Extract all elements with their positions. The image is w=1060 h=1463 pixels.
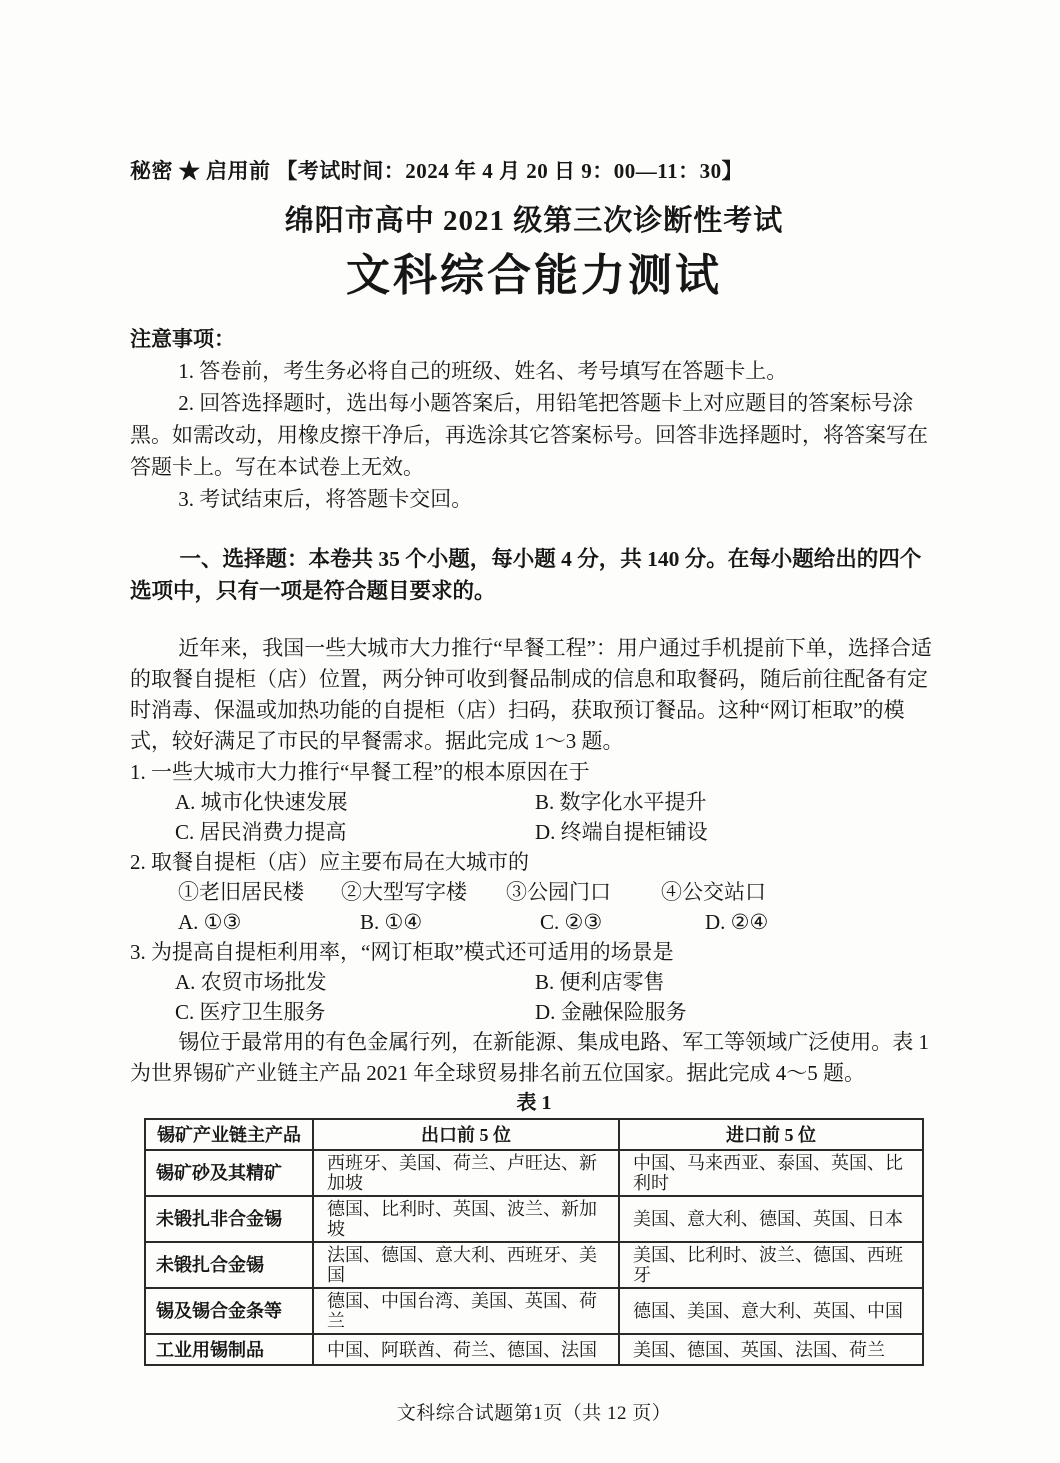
q3-option-c: C. 医疗卫生服务 [175, 1000, 326, 1024]
q2-sub-2: ②大型写字楼 [341, 880, 467, 904]
row-1-product: 锡矿砂及其精矿 [145, 1150, 313, 1196]
q3-option-d: D. 金融保险服务 [535, 1000, 687, 1024]
q1-option-b: B. 数字化水平提升 [535, 790, 707, 814]
q2-option-d: D. ②④ [705, 910, 769, 934]
q1-option-c: C. 居民消费力提高 [175, 820, 347, 844]
table-header-row [145, 1119, 923, 1150]
q2-option-c: C. ②③ [540, 910, 603, 934]
question-2-sub-options [130, 877, 938, 907]
question-1-stem: 1. 一些大城市大力推行“早餐工程”的根本原因在于 [130, 760, 590, 784]
table-row [145, 1334, 923, 1365]
row-5-export: 中国、阿联酋、荷兰、德国、法国 [313, 1334, 619, 1365]
page-footer: 文科综合试题第1页（共 12 页） [396, 1403, 672, 1424]
question-3 [130, 937, 938, 1027]
q2-option-a: A. ①③ [178, 910, 242, 934]
question-1 [130, 757, 938, 847]
q2-sub-1: ①老旧居民楼 [178, 880, 304, 904]
table-row [145, 1242, 923, 1288]
section-1-instruction: 一、选择题：本卷共 35 个小题，每小题 4 分，共 140 分。在每小题给出的四个选项中，只有一项是符合题目要求的。 [130, 547, 922, 603]
exam-title: 绵阳市高中 2021 级第三次诊断性考试 [284, 205, 784, 237]
question-3-stem: 3. 为提高自提柜利用率，“网订柜取”模式还可适用的场景是 [130, 940, 674, 964]
row-3-import: 美国、比利时、波兰、德国、西班牙 [619, 1242, 923, 1288]
passage-breakfast-project: 近年来，我国一些大城市大力推行“早餐工程”：用户通过手机提前下单，选择合适的取餐自提柜（店）位置，两分钟可收到餐品制成的信息和取餐码，随后前往配备有定时消毒、保温或加热功能的自提柜（店）扫码，获取预订餐品。这种“网订柜取”的模式，较好满足了市民的早餐需求。据此完成 1～3 题。 [130, 636, 932, 753]
row-2-import: 美国、意大利、德国、英国、日本 [619, 1196, 923, 1242]
q2-option-b: B. ①④ [360, 910, 423, 934]
table-row [145, 1150, 923, 1196]
passage-tin-trade: 锡位于最常用的有色金属行列，在新能源、集成电路、军工等领域广泛使用。表 1 为世界锡矿产业链主产品 2021 年全球贸易排名前五位国家。据此完成 4～5 题。 [130, 1030, 930, 1085]
row-2-product: 未锻扎非合金锡 [145, 1196, 313, 1242]
table-1 [144, 1118, 924, 1366]
row-4-product: 锡及锡合金条等 [145, 1288, 313, 1334]
q2-sub-3: ③公园门口 [506, 880, 611, 904]
notice-item-2: 2. 回答选择题时，选出每小题答案后，用铅笔把答题卡上对应题目的答案标号涂黑。如需改动，用橡皮擦干净后，再选涂其它答案标号。回答非选择题时，将答案写在答题卡上。写在本试卷上无效。 [130, 391, 928, 479]
table-1-caption: 表 1 [516, 1092, 552, 1114]
q3-option-b: B. 便利店零售 [535, 970, 665, 994]
table-row [145, 1288, 923, 1334]
row-4-export: 德国、中国台湾、美国、英国、荷兰 [313, 1288, 619, 1334]
question-3-options [130, 967, 938, 1027]
q3-option-a: A. 农贸市场批发 [175, 970, 327, 994]
notice-heading: 注意事项： [130, 327, 235, 351]
question-2-stem: 2. 取餐自提柜（店）应主要布局在大城市的 [130, 850, 529, 874]
row-3-product: 未锻扎合金锡 [145, 1242, 313, 1288]
row-4-import: 德国、美国、意大利、英国、中国 [619, 1288, 923, 1334]
table-header-import: 进口前 5 位 [619, 1119, 923, 1150]
subject-title: 文科综合能力测试 [346, 251, 722, 300]
q2-sub-4: ④公交站口 [661, 880, 766, 904]
row-5-import: 美国、德国、英国、法国、荷兰 [619, 1334, 923, 1365]
notice-item-1: 1. 答卷前，考生务必将自己的班级、姓名、考号填写在答题卡上。 [178, 359, 788, 383]
question-1-options [130, 787, 938, 847]
table-header-export: 出口前 5 位 [313, 1119, 619, 1150]
question-2 [130, 847, 938, 937]
row-2-export: 德国、比利时、英国、波兰、新加坡 [313, 1196, 619, 1242]
notice-item-3: 3. 考试结束后，将答题卡交回。 [178, 487, 473, 511]
q1-option-d: D. 终端自提柜铺设 [535, 820, 708, 844]
row-1-import: 中国、马来西亚、泰国、英国、比利时 [619, 1150, 923, 1196]
table-row [145, 1196, 923, 1242]
row-3-export: 法国、德国、意大利、西班牙、美国 [313, 1242, 619, 1288]
row-1-export: 西班牙、美国、荷兰、卢旺达、新加坡 [313, 1150, 619, 1196]
q1-option-a: A. 城市化快速发展 [175, 790, 348, 814]
row-5-product: 工业用锡制品 [145, 1334, 313, 1365]
notice-section [130, 323, 938, 515]
question-2-options [130, 907, 938, 937]
secrecy-exam-time-line: 秘密 ★ 启用前 【考试时间：2024 年 4 月 20 日 9：00—11：30】 [130, 159, 744, 183]
table-header-product: 锡矿产业链主产品 [145, 1119, 313, 1150]
